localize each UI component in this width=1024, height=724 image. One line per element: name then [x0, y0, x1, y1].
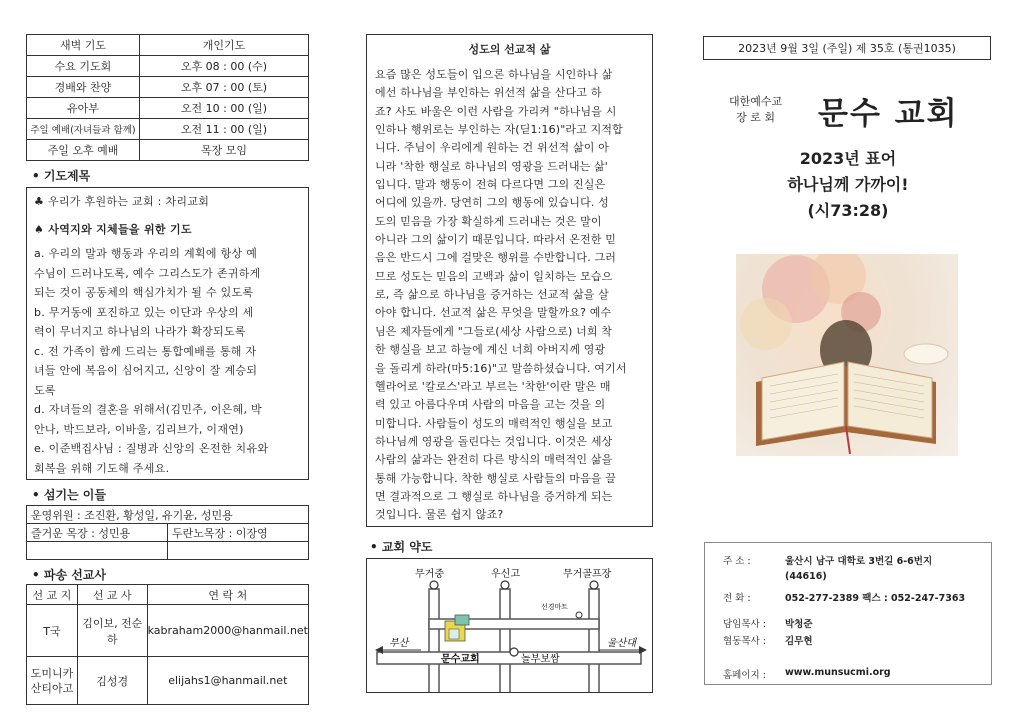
- missionary-table: [26, 584, 309, 705]
- map-label: 놀부보쌈: [521, 654, 560, 665]
- missionary-contact: kabraham2000@hanmail.net: [147, 605, 308, 657]
- pastor-label: 담임목사 :: [723, 619, 766, 630]
- essay-line: 로, 즉 삶으로 하나님을 증거하는 선교적 삶을 살: [375, 288, 609, 302]
- prayer-line: 되는 것이 공동체의 핵심가치가 될 수 있도록: [34, 286, 254, 299]
- essay-line: 면 결과적으로 그 행실로 하나님을 증거하게 되는: [375, 489, 613, 503]
- essay-line: 아니라 그의 삶이기 때문입니다. 따라서 온전한 믿: [375, 233, 617, 247]
- missionary-header-name: 선 교 사: [77, 585, 147, 605]
- leader-cell-1: 즐거운 목장 : 성민용: [27, 524, 168, 542]
- prayer-line: 력이 무너지고 하나님의 나라가 확장되도록: [34, 325, 246, 338]
- prayer-line: e. 이준백집사님 : 질병과 신앙의 온전한 치유와: [34, 442, 269, 455]
- schedule-service: 유아부: [27, 98, 140, 119]
- missionary-name: 김이보, 전순하: [77, 605, 147, 657]
- essay-body: [375, 66, 644, 525]
- pastor-value: 박청준: [785, 619, 813, 630]
- map-label: 선경마트: [541, 603, 569, 611]
- map-label: 무거골프장: [563, 569, 612, 580]
- denomination-line-1: 대한예수교: [729, 95, 783, 108]
- prayer-line: 회복을 위해 기도해 주세요.: [34, 461, 170, 475]
- service-schedule-table: [26, 34, 309, 161]
- essay-line: 미합니다. 사람들이 성도의 매력적인 행실을 보고: [375, 416, 613, 430]
- empty-cell: [27, 542, 168, 560]
- essay-line: 음은 반드시 그에 걸맞은 행위를 수반합니다. 그러: [375, 251, 617, 265]
- essay-line: 므로 성도는 믿음의 고백과 삶이 일치하는 모습으: [375, 269, 613, 283]
- associate-label: 협동목사 :: [723, 636, 766, 647]
- bible-illustration: [736, 254, 958, 456]
- phone-value: 052-277-2389 팩스 : 052-247-7363: [785, 593, 966, 604]
- essay-line: 아야 합니다. 선교적 삶은 무엇을 말할까요? 예수: [375, 306, 612, 320]
- schedule-time: 오전 10 : 00 (일): [140, 98, 309, 119]
- essay-line: 인하나 행위로는 부인하는 자(딛1:16)"라고 지적합: [375, 123, 623, 137]
- prayer-line: 도록: [34, 383, 56, 397]
- schedule-service: 수요 기도회: [27, 56, 140, 77]
- address-value: 울산시 남구 대학로 3번길 6-6번지: [785, 556, 933, 567]
- essay-line: 니다. 주님이 우리에게 원하는 건 위선적 삶이 아: [375, 141, 609, 155]
- pastor-row: [723, 616, 979, 630]
- prayer-line: d. 자녀들의 결혼을 위해서(김민주, 이은혜, 박: [34, 403, 262, 416]
- map-street: [589, 589, 599, 693]
- map-label: 울산대: [607, 638, 636, 649]
- support-church-line: ♣ 우리가 후원하는 교회 : 차리교회: [34, 195, 210, 208]
- schedule-time: 오전 11 : 00 (일): [140, 119, 309, 140]
- essay-line: 어디에 있을까. 당연히 그의 행동에 있습니다. 성: [375, 196, 609, 210]
- essay-line: 입니다. 말과 행동이 전혀 다르다면 그의 진실은: [375, 178, 606, 192]
- prayer-list-box: [26, 187, 309, 480]
- address-label: 주 소 :: [723, 556, 751, 567]
- motto-line-1: 2023년 표어: [799, 149, 897, 168]
- bulletin-date-box: [703, 36, 991, 60]
- bulletin-date: 2023년 9월 3일 (주일) 제 35호 (통권1035): [738, 42, 956, 55]
- prayer-line: 녀들 안에 복음이 심어지고, 신앙이 잘 계승되: [34, 364, 258, 377]
- address-row: [723, 553, 979, 567]
- map-street: [429, 589, 439, 693]
- essay-line: 사람의 삶과는 완전히 다른 방식의 매력적인 삶을: [375, 453, 613, 467]
- schedule-service: 새벽 기도: [27, 35, 140, 56]
- motto-line-3: (시73:28): [807, 201, 889, 220]
- map-street: [377, 652, 641, 664]
- schedule-row: [27, 98, 309, 119]
- map-label: 문수교회: [441, 654, 480, 665]
- map-label: 우신고: [491, 569, 520, 580]
- phone-row: [723, 590, 979, 604]
- essay-title: 성도의 선교적 삶: [468, 43, 551, 56]
- associate-value: 김무현: [785, 636, 813, 647]
- essay-line: 것입니다. 물론 쉽지 않죠?: [375, 508, 504, 522]
- schedule-row: [27, 35, 309, 56]
- schedule-time: 오후 07 : 00 (토): [140, 77, 309, 98]
- prayer-section-title: • 기도제목: [32, 169, 91, 183]
- denomination: [729, 94, 782, 126]
- leader-cell-2: 두란노목장 : 이장영: [168, 524, 309, 542]
- map-street: [500, 589, 510, 693]
- map-drawing: [367, 559, 653, 693]
- schedule-time: 오후 08 : 00 (수): [140, 56, 309, 77]
- landmark-dot: [576, 612, 582, 618]
- essay-line: 을 돌리게 하라(마5:16)"고 말씀하셨습니다. 여기서: [375, 361, 627, 375]
- schedule-time: 개인기도: [140, 35, 309, 56]
- schedule-service: 경배와 찬양: [27, 77, 140, 98]
- landmark-dot: [590, 581, 598, 589]
- website-row: [723, 667, 979, 681]
- schedule-row: [27, 77, 309, 98]
- postal-row: [723, 571, 979, 582]
- open-bible-photo: [736, 254, 958, 456]
- essay-line: 니라 '착한 행실로 하나님의 영광을 드러내는 삶': [375, 159, 608, 173]
- missionary-field: 도미니카 산티아고: [27, 657, 78, 705]
- prayer-line: c. 전 가족이 함께 드리는 통합예배를 통해 자: [34, 344, 257, 358]
- essay-line: 님은 제자들에게 "그들로(세상 사람으로) 너희 착: [375, 324, 613, 338]
- missionary-field: T국: [27, 605, 78, 657]
- essay-line: 요즘 많은 성도들이 입으론 하나님을 시인하나 삶: [375, 68, 613, 81]
- associate-row: [723, 633, 979, 647]
- schedule-row: [27, 119, 309, 140]
- schedule-time: 목장 모임: [140, 140, 309, 161]
- schedule-service: 주일 예배(자녀들과 함께): [27, 119, 140, 140]
- essay-box: [366, 34, 653, 527]
- website-link[interactable]: www.munsucmi.org: [785, 667, 891, 678]
- church-info-box: [704, 542, 992, 685]
- essay-line: 도의 믿음을 가장 확실하게 드러내는 것은 말이: [375, 214, 602, 228]
- essay-line: 력 있고 아름다우며 사람의 마음을 고는 것을 의: [375, 398, 606, 412]
- denomination-line-2: 장 로 회: [736, 111, 775, 124]
- church-name: 문수 교회: [818, 96, 959, 132]
- missionary-name: 김성경: [77, 657, 147, 705]
- schedule-row: [27, 140, 309, 161]
- phone-label: 전 화 :: [723, 593, 751, 604]
- landmark-dot: [430, 581, 438, 589]
- servants-table: [26, 505, 309, 560]
- map-label: 부산: [389, 638, 409, 649]
- essay-line: 한 행실을 보고 하늘에 계신 너희 아버지께 영광: [375, 343, 606, 357]
- essay-line: 죠? 사도 바울은 이런 사람을 가리켜 "하나님을 시: [375, 104, 617, 118]
- essay-line: 에선 하나님을 부인하는 위선적 삶을 산다고 하: [375, 86, 602, 100]
- landmark-dot: [501, 581, 509, 589]
- landmark-dot: [510, 648, 518, 656]
- schedule-service: 주일 오후 예배: [27, 140, 140, 161]
- prayer-heading: ♠ 사역지와 지체들을 위한 기도: [34, 222, 192, 236]
- map-label: 무거중: [415, 569, 444, 580]
- missionary-header-field: 선 교 지: [27, 585, 78, 605]
- essay-line: 하나님께 영광을 돌린다는 것입니다. 이것은 세상: [375, 434, 613, 448]
- committee-cell: 운영위원 : 조진환, 황성일, 유기윤, 성민용: [27, 506, 309, 524]
- prayer-line: b. 무거동에 포진하고 있는 이단과 우상의 세: [34, 305, 254, 319]
- church-map: [366, 558, 653, 693]
- servants-section-title: • 섬기는 이들: [32, 488, 106, 502]
- prayer-line: 안나, 박드보라, 이바울, 김리브가, 이재연): [34, 422, 244, 436]
- prayer-line: 수님이 드러나도록, 예수 그리스도가 존귀하게: [34, 266, 261, 280]
- missionary-section-title: • 파송 선교사: [32, 568, 106, 582]
- missionary-contact: elijahs1@hanmail.net: [147, 657, 308, 705]
- motto-line-2: 하나님께 가까이!: [787, 175, 909, 194]
- postal-code: (44616): [785, 571, 827, 582]
- essay-line: 헬라어로 '칼로스'라고 부르는 '착한'이란 말은 매: [375, 379, 611, 393]
- website-label: 홈페이지 :: [723, 670, 766, 681]
- schedule-row: [27, 56, 309, 77]
- map-section-title: • 교회 약도: [370, 540, 433, 554]
- missionary-header-contact: 연 락 처: [147, 585, 308, 605]
- prayer-items: [34, 244, 301, 478]
- essay-line: 통해 가능합니다. 착한 행실로 사람들의 마음을 끌: [375, 471, 617, 485]
- empty-cell: [168, 542, 309, 560]
- prayer-line: a. 우리의 말과 행동과 우리의 계획에 항상 예: [34, 247, 258, 260]
- year-motto: [704, 146, 992, 224]
